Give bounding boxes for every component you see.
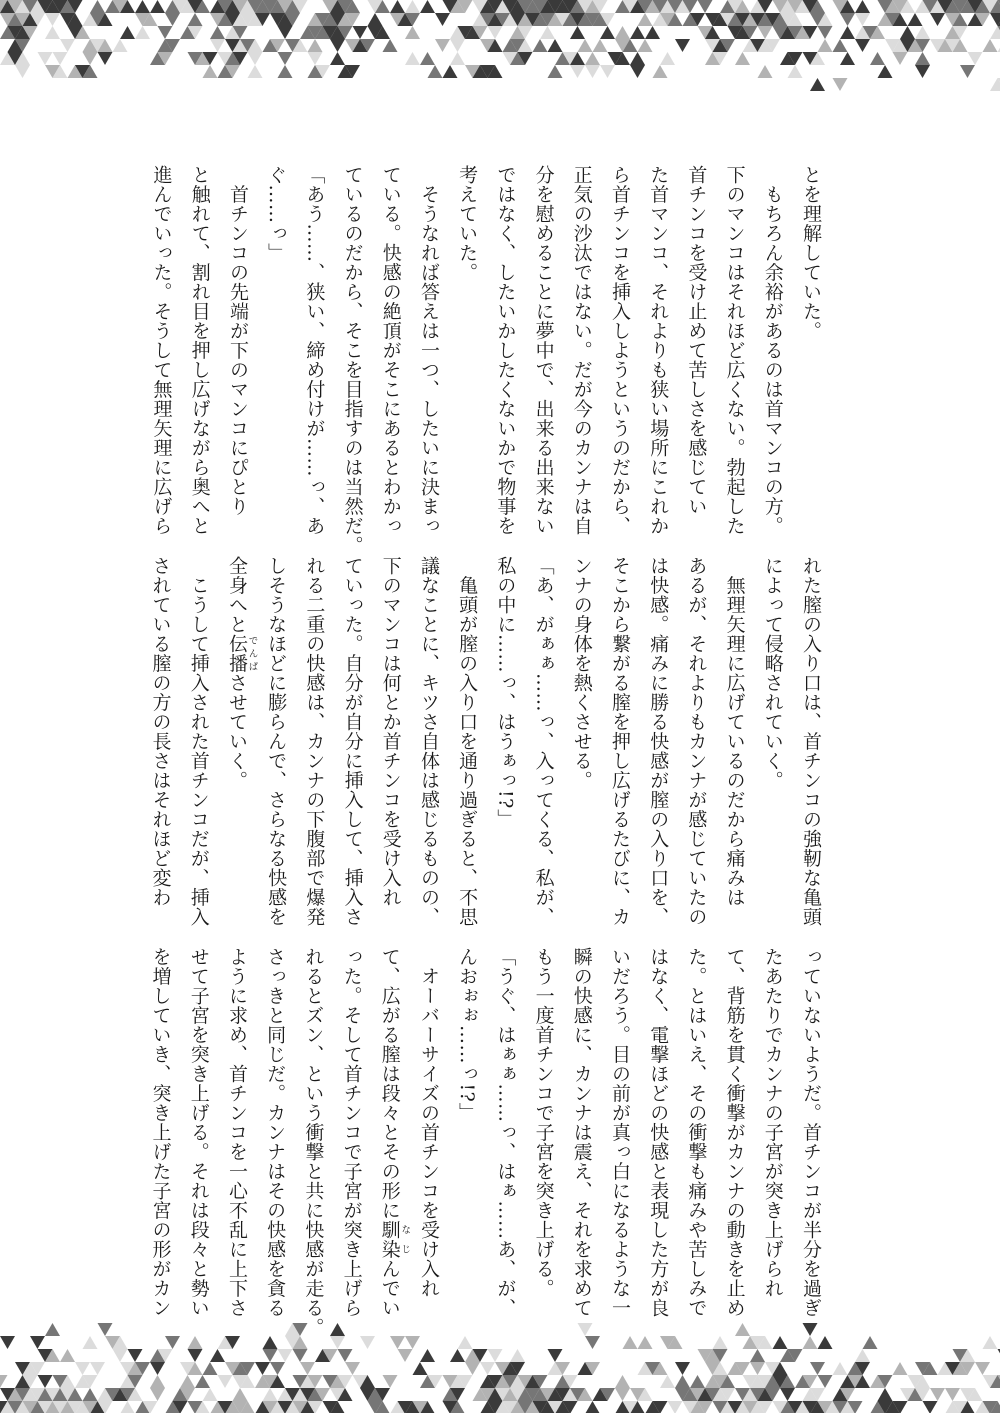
text-column: せて子宮を突き上げる。それは段々と勢い xyxy=(187,947,210,1318)
text-column-with-ruby xyxy=(371,947,411,1318)
pattern-triangle xyxy=(735,1323,750,1336)
pattern-triangle xyxy=(750,1349,765,1362)
pattern-triangle xyxy=(330,1323,345,1336)
pattern-triangle xyxy=(345,1362,360,1375)
text-column: ているのだから、そこを目指すのは当然だ。 xyxy=(341,165,364,555)
pattern-triangle xyxy=(548,65,563,78)
text-column: もちろん余裕があるのは首マンコの方。 xyxy=(761,165,784,536)
text-column: されている膣の方の長さはそれほど変わ xyxy=(149,556,172,907)
pattern-triangle xyxy=(0,1336,15,1349)
pattern-triangle xyxy=(623,1336,638,1349)
ruby-annotation xyxy=(378,1220,411,1259)
pattern-triangle xyxy=(488,26,503,39)
text-column: れる二重の快感は、カンナの下腹部で爆発 xyxy=(303,556,326,927)
pattern-triangle xyxy=(98,1323,113,1336)
pattern-triangle xyxy=(15,65,30,78)
ruby-base: 伝播 xyxy=(225,634,248,673)
pattern-triangle xyxy=(758,65,773,78)
pattern-triangle xyxy=(983,39,998,52)
pattern-triangle xyxy=(165,13,180,26)
pattern-triangle xyxy=(908,13,923,26)
pattern-triangle xyxy=(135,26,150,39)
pattern-triangle xyxy=(945,1388,960,1401)
text-tier-lower xyxy=(140,947,830,1337)
pattern-triangle xyxy=(113,39,128,52)
pattern-triangle xyxy=(675,39,690,52)
pattern-triangle xyxy=(480,1362,495,1375)
pattern-triangle xyxy=(83,1336,98,1349)
pattern-triangle xyxy=(630,52,645,65)
pattern-triangle xyxy=(863,1336,878,1349)
text-column: ンナの身体を熱くさせる。 xyxy=(570,556,593,790)
pattern-triangle xyxy=(420,52,435,65)
pattern-triangle xyxy=(638,39,653,52)
text-column: ている。快感の絶頂がそこにあるとわかっ xyxy=(379,165,402,536)
pattern-triangle xyxy=(150,1388,165,1401)
text-column: いだろう。目の前が真っ白になるような一 xyxy=(608,947,631,1318)
text-tier-middle xyxy=(140,556,830,927)
pattern-triangle xyxy=(615,1388,630,1401)
pattern-triangle xyxy=(548,1349,563,1362)
dialogue-column: 「あ、がぁぁ……っ、入ってくる、私が、 xyxy=(532,556,555,927)
pattern-triangle xyxy=(60,39,75,52)
pattern-triangle xyxy=(435,13,450,26)
text-column: ていった。自分が自分に挿入して、挿入さ xyxy=(341,556,364,927)
pattern-triangle xyxy=(38,1375,53,1388)
text-column: た首マンコ、それよりも狭い場所にこれか xyxy=(647,165,670,536)
triangle-pattern xyxy=(0,1323,1000,1413)
pattern-triangle xyxy=(45,13,60,26)
pattern-triangle xyxy=(585,52,600,65)
text-column: は快感。痛みに勝る快感が膣の入り口を、 xyxy=(647,556,670,927)
pattern-triangle xyxy=(405,26,420,39)
pattern-triangle xyxy=(788,65,803,78)
pattern-triangle xyxy=(188,1349,203,1362)
pattern-triangle xyxy=(758,26,773,39)
text-column: た。とはいえ、その衝撃も痛みや苦しみで xyxy=(685,947,708,1318)
text-column: と触れて、割れ目を押し広げながら奥へと xyxy=(188,165,211,536)
text-column: て、背筋を貫く衝撃がカンナの動きを止め xyxy=(723,947,746,1318)
pattern-triangle xyxy=(60,1349,75,1362)
pattern-triangle xyxy=(195,1375,210,1388)
pattern-triangle xyxy=(653,65,668,78)
text-segment: させていく。 xyxy=(225,673,248,790)
text-column: とを理解していた。 xyxy=(800,165,822,341)
text-column: さっきと同じだ。カンナはその快感を貪る xyxy=(264,947,287,1318)
text-column: っていないようだ。首チンコが半分を過ぎ xyxy=(800,947,822,1318)
pattern-triangle xyxy=(668,1401,683,1413)
pattern-triangle xyxy=(360,1336,375,1349)
pattern-triangle xyxy=(593,39,608,52)
dialogue-column: 私の中に……っ、はうぁっ!?」 xyxy=(494,556,517,829)
pattern-triangle xyxy=(405,52,420,65)
pattern-triangle xyxy=(390,0,405,13)
dialogue-column: ぐ……っ」 xyxy=(265,165,288,263)
pattern-triangle xyxy=(278,1349,293,1362)
pattern-triangle xyxy=(975,1362,990,1375)
pattern-triangle xyxy=(450,1349,465,1362)
pattern-triangle xyxy=(150,0,165,13)
pattern-triangle xyxy=(900,26,915,39)
pattern-triangle xyxy=(398,1349,413,1362)
text-segment: んでい xyxy=(378,1259,401,1318)
pattern-triangle xyxy=(915,65,930,78)
text-column: った。そして首チンコで子宮が突き上げら xyxy=(340,947,363,1318)
pattern-triangle xyxy=(803,1336,818,1349)
pattern-triangle xyxy=(263,1349,278,1362)
pattern-triangle xyxy=(510,1349,525,1362)
pattern-triangle xyxy=(278,65,293,78)
pattern-triangle xyxy=(203,65,218,78)
pattern-triangle xyxy=(630,65,645,78)
pattern-triangle xyxy=(855,1349,870,1362)
pattern-triangle xyxy=(780,1388,795,1401)
pattern-triangle xyxy=(893,52,908,65)
pattern-triangle xyxy=(660,1375,675,1388)
text-column: 瞬の快感に、カンナは震え、それを求めて xyxy=(570,947,593,1318)
pattern-triangle xyxy=(690,1375,705,1388)
ruby-base: 馴染 xyxy=(378,1220,401,1259)
text-column: 下のマンコは何とか首チンコを受け入れ xyxy=(379,556,402,907)
pattern-triangle xyxy=(990,13,1000,26)
text-column: もう一度首チンコで子宮を突き上げる。 xyxy=(532,947,555,1298)
pattern-triangle xyxy=(833,78,848,91)
pattern-triangle xyxy=(75,1362,90,1375)
pattern-triangle xyxy=(585,1336,600,1349)
top-triangle-border xyxy=(0,0,1000,90)
pattern-triangle xyxy=(540,26,555,39)
pattern-triangle xyxy=(675,1362,690,1375)
pattern-triangle xyxy=(735,52,750,65)
dialogue-column: 「あう……、狭い、締め付けが……っ、あ xyxy=(303,165,326,536)
pattern-triangle xyxy=(818,26,833,39)
pattern-triangle xyxy=(443,65,458,78)
text-tier-upper xyxy=(140,165,830,555)
pattern-triangle xyxy=(180,1375,195,1388)
pattern-triangle xyxy=(83,52,98,65)
pattern-triangle xyxy=(248,65,263,78)
pattern-triangle xyxy=(233,1388,248,1401)
pattern-triangle xyxy=(165,1336,180,1349)
pattern-triangle xyxy=(750,1362,765,1375)
pattern-triangle xyxy=(818,1336,833,1349)
text-column: はなく、電撃ほどの快感と表現した方が良 xyxy=(647,947,670,1318)
text-column: そうなれば答えは一つ、したいに決まっ xyxy=(417,165,440,536)
pattern-triangle xyxy=(645,26,660,39)
pattern-triangle xyxy=(405,0,420,13)
pattern-triangle xyxy=(698,0,713,13)
pattern-triangle xyxy=(128,1349,143,1362)
ruby-reading: なじ xyxy=(399,1220,411,1259)
pattern-triangle xyxy=(150,1362,165,1375)
pattern-triangle xyxy=(840,13,855,26)
pattern-triangle xyxy=(45,26,60,39)
pattern-triangle xyxy=(600,26,615,39)
pattern-triangle xyxy=(818,1375,833,1388)
pattern-triangle xyxy=(353,26,368,39)
pattern-triangle xyxy=(615,1375,630,1388)
text-column: 議なことに、キツさ自体は感じるものの、 xyxy=(417,556,440,927)
pattern-triangle xyxy=(578,1323,593,1336)
pattern-triangle xyxy=(878,1388,893,1401)
pattern-triangle xyxy=(833,39,848,52)
pattern-triangle xyxy=(405,1336,420,1349)
text-segment: 全身へと xyxy=(225,556,248,634)
pattern-triangle xyxy=(615,26,630,39)
text-column: 首チンコの先端が下のマンコにぴとり xyxy=(226,165,249,516)
text-column: によって侵略されていく。 xyxy=(761,556,784,790)
pattern-triangle xyxy=(930,13,945,26)
pattern-triangle xyxy=(293,1349,308,1362)
pattern-triangle xyxy=(488,1349,503,1362)
pattern-triangle xyxy=(878,65,893,78)
text-column: 正気の沙汰ではない。だが今のカンナは自 xyxy=(570,165,593,536)
pattern-triangle xyxy=(420,0,435,13)
bottom-triangle-border xyxy=(0,1323,1000,1413)
pattern-triangle xyxy=(330,52,345,65)
pattern-triangle xyxy=(150,1375,165,1388)
pattern-triangle xyxy=(188,13,203,26)
dialogue-column: 「うぐ、はぁぁ……っ、はぁ……あ、が、 xyxy=(494,947,517,1318)
pattern-triangle xyxy=(713,1336,728,1349)
pattern-triangle xyxy=(855,39,870,52)
pattern-triangle xyxy=(248,52,263,65)
pattern-triangle xyxy=(773,1336,788,1349)
pattern-triangle xyxy=(803,1323,818,1336)
pattern-triangle xyxy=(300,1362,315,1375)
text-column: 分を慰めることに夢中で、出来る出来ない xyxy=(532,165,555,536)
pattern-triangle xyxy=(570,65,585,78)
pattern-triangle xyxy=(915,26,930,39)
text-column: 考えていた。 xyxy=(456,165,479,282)
pattern-triangle xyxy=(270,1362,285,1375)
pattern-triangle xyxy=(630,26,645,39)
pattern-triangle xyxy=(420,1349,435,1362)
pattern-triangle xyxy=(383,39,398,52)
pattern-triangle xyxy=(188,1336,203,1349)
text-column: 無理矢理に広げているのだから痛みは xyxy=(723,556,746,907)
pattern-triangle xyxy=(120,1401,135,1413)
text-column: あるが、それよりもカンナが感じていたの xyxy=(685,556,708,927)
pattern-triangle xyxy=(840,26,855,39)
pattern-triangle xyxy=(810,78,825,91)
pattern-triangle xyxy=(90,0,105,13)
pattern-triangle xyxy=(840,52,855,65)
text-column-with-ruby xyxy=(218,556,257,886)
pattern-triangle xyxy=(30,1336,45,1349)
text-column: れた膣の入り口は、首チンコの強靭な亀頭 xyxy=(800,556,822,927)
pattern-triangle xyxy=(855,13,870,26)
pattern-triangle xyxy=(983,1336,998,1349)
pattern-triangle xyxy=(368,13,383,26)
pattern-triangle xyxy=(263,1336,278,1349)
pattern-triangle xyxy=(135,0,150,13)
pattern-triangle xyxy=(600,65,615,78)
text-column: 進んでいった。そうして無理矢理に広げら xyxy=(150,165,173,536)
text-column: しそうなほどに膨らんで、さらなる快感を xyxy=(265,556,288,927)
pattern-triangle xyxy=(960,65,975,78)
pattern-triangle xyxy=(458,1336,473,1349)
pattern-triangle xyxy=(255,1362,270,1375)
pattern-triangle xyxy=(548,39,563,52)
pattern-triangle xyxy=(210,39,225,52)
pattern-triangle xyxy=(660,52,675,65)
text-column: 亀頭が膣の入り口を通り過ぎると、不思 xyxy=(456,556,479,927)
pattern-triangle xyxy=(638,13,653,26)
pattern-triangle xyxy=(90,1362,105,1375)
pattern-triangle xyxy=(870,52,885,65)
pattern-triangle xyxy=(833,1362,848,1375)
pattern-triangle xyxy=(210,1349,225,1362)
pattern-triangle xyxy=(203,1388,218,1401)
pattern-triangle xyxy=(45,1323,60,1336)
triangle-pattern xyxy=(0,0,1000,90)
text-column: ように求め、首チンコを一心不乱に上下さ xyxy=(225,947,248,1318)
text-column: ではなく、したいかしたくないかで物事を xyxy=(494,165,517,536)
pattern-triangle xyxy=(923,1401,938,1413)
pattern-triangle xyxy=(893,1362,908,1375)
pattern-triangle xyxy=(263,1388,278,1401)
pattern-triangle xyxy=(638,1336,653,1349)
pattern-triangle xyxy=(413,1362,428,1375)
ruby-annotation xyxy=(225,634,258,673)
pattern-triangle xyxy=(53,52,68,65)
pattern-triangle xyxy=(450,52,465,65)
pattern-triangle xyxy=(158,26,173,39)
pattern-triangle xyxy=(585,1401,600,1413)
text-column: 首チンコを受け止めて苦しさを感じてい xyxy=(685,165,708,516)
pattern-triangle xyxy=(308,52,323,65)
pattern-triangle xyxy=(390,1336,405,1349)
pattern-triangle xyxy=(585,65,600,78)
dialogue-column: んおぉぉ……っ!?」 xyxy=(456,947,479,1122)
text-column: こうして挿入された首チンコだが、挿入 xyxy=(187,556,210,927)
pattern-triangle xyxy=(818,39,833,52)
pattern-triangle xyxy=(810,1362,825,1375)
pattern-triangle xyxy=(330,1336,345,1349)
pattern-triangle xyxy=(278,26,293,39)
pattern-triangle xyxy=(570,26,585,39)
pattern-triangle xyxy=(338,1349,353,1362)
pattern-triangle xyxy=(0,1375,8,1388)
text-column: オーバーサイズの首チンコを受け入れ xyxy=(417,947,440,1298)
text-column: そこから繋がる膣を押し広げるたびに、カ xyxy=(608,556,631,927)
pattern-triangle xyxy=(533,39,548,52)
pattern-triangle xyxy=(675,1375,690,1388)
text-column: を増していき、突き上げた子宮の形がカン xyxy=(149,947,172,1318)
text-column: たあたりでカンナの子宮が突き上げられ xyxy=(761,947,784,1298)
pattern-triangle xyxy=(435,39,450,52)
ruby-reading: でんぱ xyxy=(246,634,258,673)
pattern-triangle xyxy=(855,0,870,13)
pattern-triangle xyxy=(968,52,983,65)
pattern-triangle xyxy=(383,1375,398,1388)
pattern-triangle xyxy=(120,26,135,39)
pattern-triangle xyxy=(990,26,1000,39)
pattern-triangle xyxy=(210,26,225,39)
pattern-triangle xyxy=(278,52,293,65)
pattern-triangle xyxy=(465,1362,480,1375)
pattern-triangle xyxy=(990,78,1000,91)
pattern-triangle xyxy=(330,39,345,52)
pattern-triangle xyxy=(83,1388,98,1401)
pattern-triangle xyxy=(218,1375,233,1388)
pattern-triangle xyxy=(915,52,930,65)
text-column: れるとズン、という衝撃と共に快感が走る。 xyxy=(302,947,325,1337)
pattern-triangle xyxy=(203,1362,218,1375)
pattern-triangle xyxy=(578,39,593,52)
text-column: ら首チンコを挿入しようというのだから、 xyxy=(608,165,631,536)
text-segment: て、広がる膣は段々とその形に xyxy=(378,947,401,1220)
pattern-triangle xyxy=(98,52,113,65)
text-column: 下のマンコはそれほど広くない。勃起した xyxy=(723,165,746,536)
pattern-triangle xyxy=(308,39,323,52)
pattern-triangle xyxy=(113,1349,128,1362)
pattern-triangle xyxy=(38,52,53,65)
pattern-triangle xyxy=(428,65,443,78)
pattern-triangle xyxy=(450,39,465,52)
pattern-triangle xyxy=(930,1388,945,1401)
